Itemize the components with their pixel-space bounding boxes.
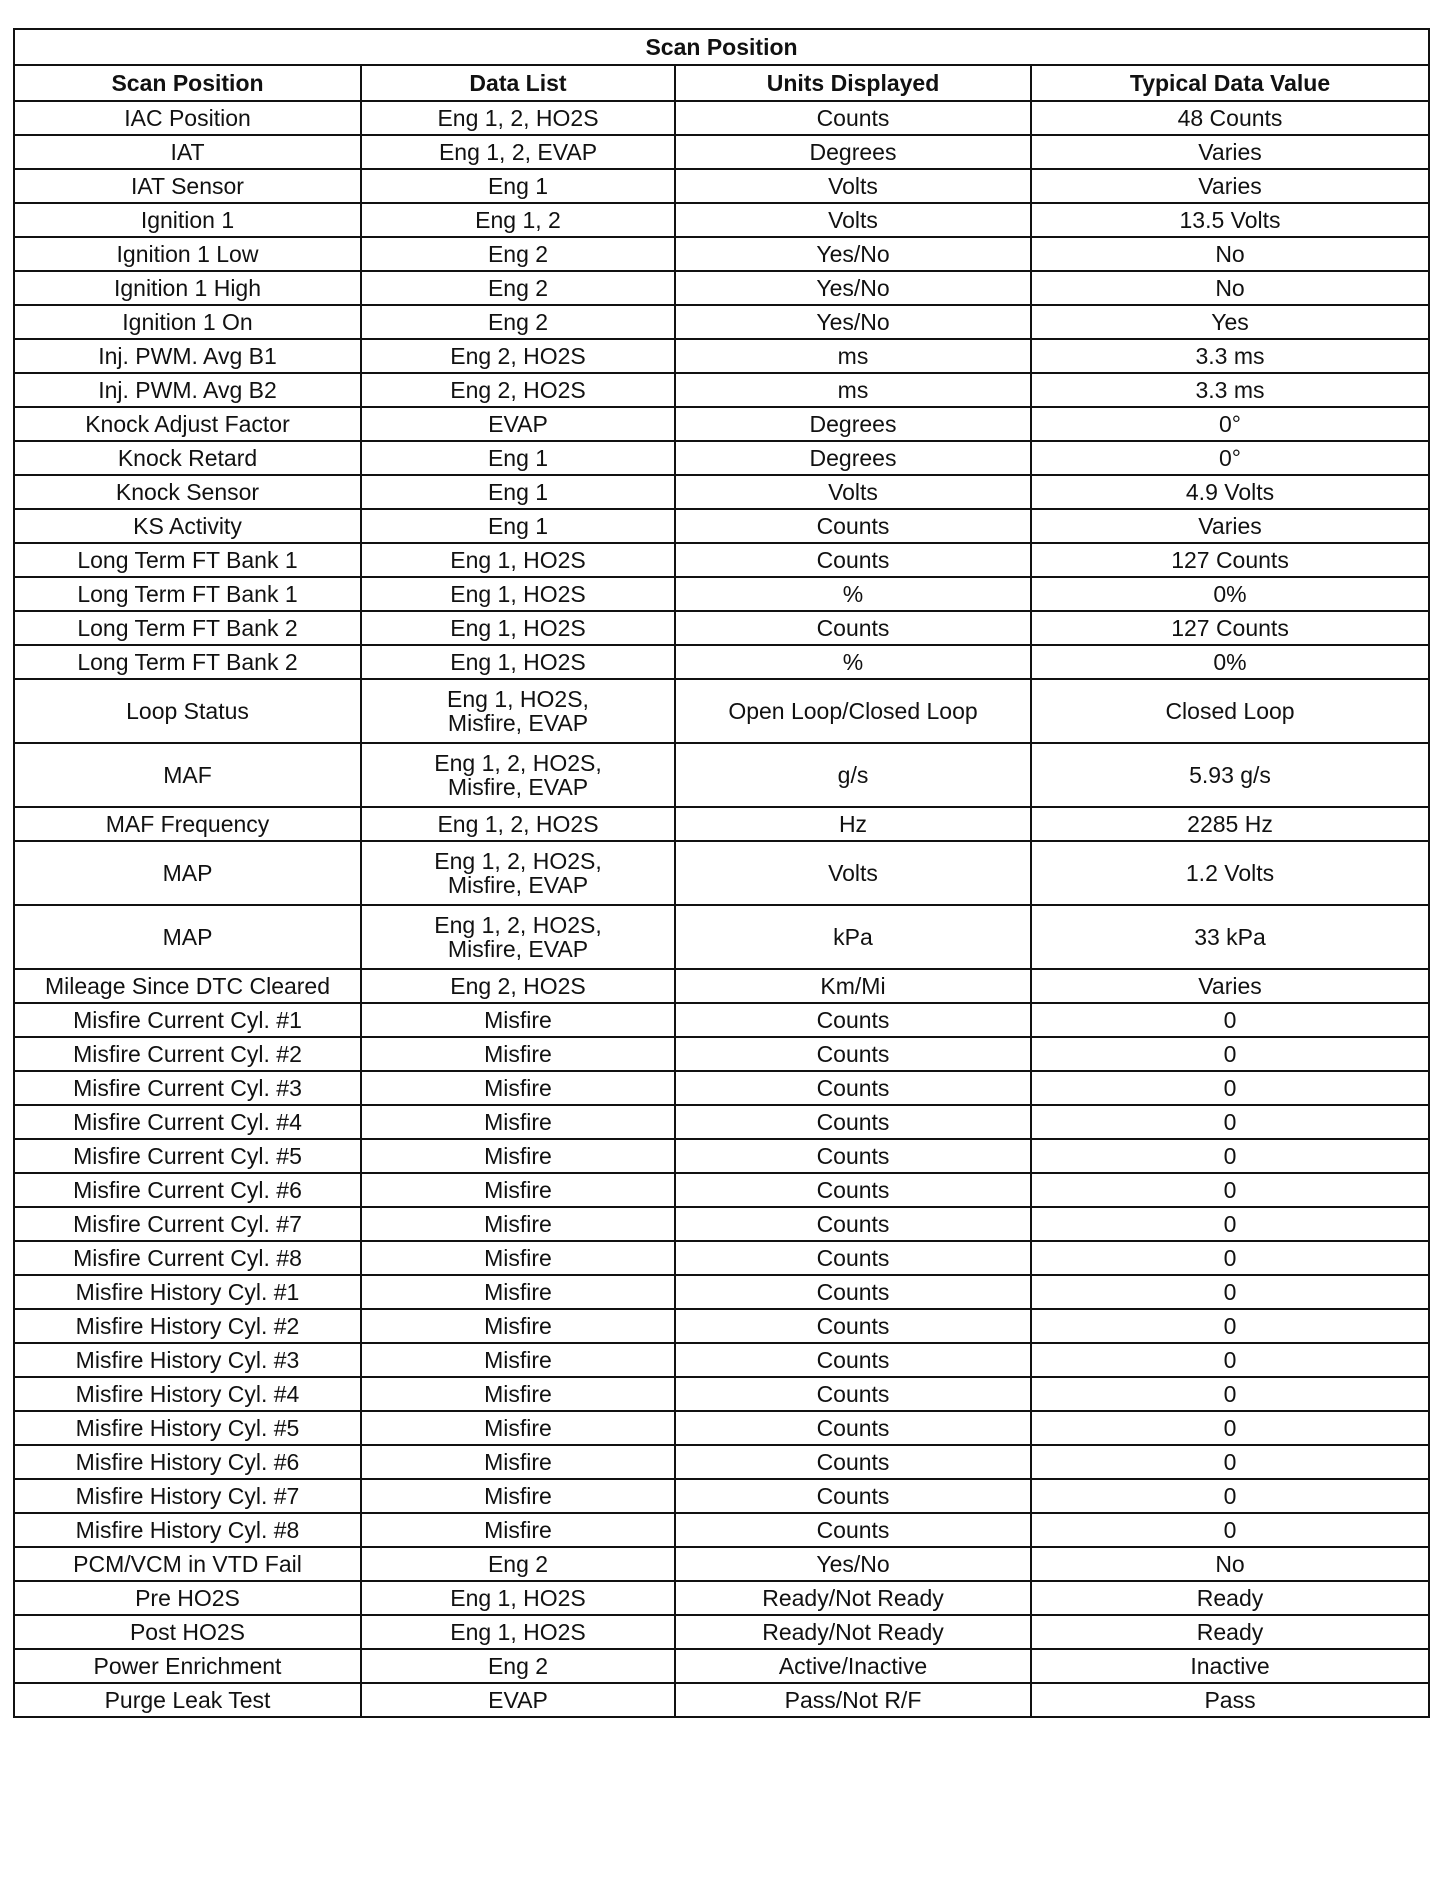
cell-typical-data-value: 0 (1031, 1411, 1429, 1445)
cell-scan-position: Purge Leak Test (14, 1683, 361, 1717)
cell-units-displayed: Counts (675, 101, 1031, 135)
cell-typical-data-value: Varies (1031, 135, 1429, 169)
cell-units-displayed: ms (675, 373, 1031, 407)
cell-units-displayed: ms (675, 339, 1031, 373)
cell-typical-data-value: No (1031, 271, 1429, 305)
cell-units-displayed: Ready/Not Ready (675, 1615, 1031, 1649)
cell-units-displayed: Counts (675, 543, 1031, 577)
cell-units-displayed: Volts (675, 475, 1031, 509)
cell-units-displayed: Counts (675, 1037, 1031, 1071)
table-row (14, 339, 1429, 373)
table-row (14, 611, 1429, 645)
cell-scan-position: IAT (14, 135, 361, 169)
cell-data-list: Eng 2 (361, 1649, 675, 1683)
cell-data-list: EVAP (361, 407, 675, 441)
cell-typical-data-value: Varies (1031, 509, 1429, 543)
cell-units-displayed: Counts (675, 1207, 1031, 1241)
cell-scan-position: Misfire Current Cyl. #3 (14, 1071, 361, 1105)
document-page (13, 28, 1430, 1718)
cell-scan-position: Misfire Current Cyl. #6 (14, 1173, 361, 1207)
cell-typical-data-value: 0° (1031, 441, 1429, 475)
cell-scan-position: Knock Adjust Factor (14, 407, 361, 441)
cell-scan-position: Misfire Current Cyl. #8 (14, 1241, 361, 1275)
cell-typical-data-value: 4.9 Volts (1031, 475, 1429, 509)
table-row (14, 1309, 1429, 1343)
cell-scan-position: Misfire History Cyl. #1 (14, 1275, 361, 1309)
scan-position-table (13, 28, 1430, 1718)
cell-units-displayed: Volts (675, 169, 1031, 203)
table-title: Scan Position (14, 29, 1429, 65)
table-row (14, 1343, 1429, 1377)
cell-typical-data-value: 0 (1031, 1207, 1429, 1241)
cell-units-displayed: Counts (675, 1445, 1031, 1479)
table-row (14, 645, 1429, 679)
cell-units-displayed: Yes/No (675, 305, 1031, 339)
cell-units-displayed: Hz (675, 807, 1031, 841)
cell-typical-data-value: 0 (1031, 1377, 1429, 1411)
cell-units-displayed: Yes/No (675, 237, 1031, 271)
cell-units-displayed: kPa (675, 905, 1031, 969)
cell-scan-position: Long Term FT Bank 1 (14, 577, 361, 611)
cell-units-displayed: Volts (675, 841, 1031, 905)
cell-units-displayed: Counts (675, 1309, 1031, 1343)
cell-data-list: Eng 1, 2, HO2S (361, 101, 675, 135)
cell-units-displayed: Counts (675, 1513, 1031, 1547)
cell-typical-data-value: Ready (1031, 1581, 1429, 1615)
cell-units-displayed: Counts (675, 1071, 1031, 1105)
cell-scan-position: Long Term FT Bank 1 (14, 543, 361, 577)
cell-typical-data-value: Yes (1031, 305, 1429, 339)
cell-data-list: Eng 1, 2, HO2S, Misfire, EVAP (361, 905, 675, 969)
table-row (14, 203, 1429, 237)
cell-data-list: Misfire (361, 1343, 675, 1377)
table-row (14, 1241, 1429, 1275)
cell-data-list: Misfire (361, 1275, 675, 1309)
cell-typical-data-value: Varies (1031, 169, 1429, 203)
table-row (14, 807, 1429, 841)
table-row (14, 577, 1429, 611)
cell-data-list: Eng 2 (361, 237, 675, 271)
cell-data-list: Misfire (361, 1037, 675, 1071)
table-row (14, 1411, 1429, 1445)
table-row (14, 1479, 1429, 1513)
cell-scan-position: Misfire Current Cyl. #4 (14, 1105, 361, 1139)
cell-typical-data-value: Closed Loop (1031, 679, 1429, 743)
cell-units-displayed: Counts (675, 1411, 1031, 1445)
cell-data-list: Eng 1, 2, HO2S, Misfire, EVAP (361, 743, 675, 807)
cell-typical-data-value: No (1031, 237, 1429, 271)
cell-data-list: Eng 1 (361, 169, 675, 203)
table-row (14, 135, 1429, 169)
column-header-units-displayed: Units Displayed (675, 65, 1031, 101)
cell-typical-data-value: 33 kPa (1031, 905, 1429, 969)
cell-typical-data-value: 48 Counts (1031, 101, 1429, 135)
cell-typical-data-value: Varies (1031, 969, 1429, 1003)
cell-scan-position: Ignition 1 (14, 203, 361, 237)
cell-scan-position: Inj. PWM. Avg B1 (14, 339, 361, 373)
cell-units-displayed: Counts (675, 611, 1031, 645)
cell-typical-data-value: 1.2 Volts (1031, 841, 1429, 905)
cell-typical-data-value: 0 (1031, 1309, 1429, 1343)
table-row (14, 679, 1429, 743)
cell-data-list: Eng 1, HO2S (361, 1615, 675, 1649)
cell-typical-data-value: 3.3 ms (1031, 339, 1429, 373)
cell-scan-position: Power Enrichment (14, 1649, 361, 1683)
cell-typical-data-value: Inactive (1031, 1649, 1429, 1683)
cell-scan-position: Ignition 1 On (14, 305, 361, 339)
table-row (14, 1377, 1429, 1411)
cell-data-list: Misfire (361, 1071, 675, 1105)
table-row (14, 1037, 1429, 1071)
table-row (14, 1139, 1429, 1173)
table-header-row (14, 65, 1429, 101)
cell-data-list: Eng 1, HO2S (361, 1581, 675, 1615)
cell-typical-data-value: 0% (1031, 645, 1429, 679)
table-row (14, 1207, 1429, 1241)
cell-data-list: Eng 1, HO2S, Misfire, EVAP (361, 679, 675, 743)
cell-data-list: Misfire (361, 1513, 675, 1547)
table-row (14, 475, 1429, 509)
table-row (14, 1513, 1429, 1547)
cell-data-list: Misfire (361, 1241, 675, 1275)
table-body (14, 101, 1429, 1717)
cell-units-displayed: Counts (675, 1003, 1031, 1037)
cell-scan-position: Knock Sensor (14, 475, 361, 509)
table-row (14, 305, 1429, 339)
cell-typical-data-value: 0 (1031, 1275, 1429, 1309)
table-row (14, 1105, 1429, 1139)
cell-data-list: Eng 1, HO2S (361, 543, 675, 577)
table-row (14, 1581, 1429, 1615)
cell-scan-position: Misfire Current Cyl. #7 (14, 1207, 361, 1241)
cell-data-list: Eng 1 (361, 475, 675, 509)
cell-data-list: Misfire (361, 1309, 675, 1343)
cell-data-list: Eng 1, HO2S (361, 611, 675, 645)
cell-typical-data-value: 2285 Hz (1031, 807, 1429, 841)
table-row (14, 373, 1429, 407)
cell-units-displayed: Degrees (675, 441, 1031, 475)
cell-data-list: Misfire (361, 1139, 675, 1173)
cell-units-displayed: Counts (675, 1105, 1031, 1139)
cell-data-list: EVAP (361, 1683, 675, 1717)
cell-typical-data-value: 0 (1031, 1139, 1429, 1173)
cell-scan-position: MAP (14, 905, 361, 969)
cell-data-list: Eng 2 (361, 1547, 675, 1581)
cell-data-list: Eng 2 (361, 271, 675, 305)
cell-data-list: Misfire (361, 1173, 675, 1207)
cell-units-displayed: Degrees (675, 135, 1031, 169)
table-row (14, 1275, 1429, 1309)
cell-typical-data-value: 127 Counts (1031, 543, 1429, 577)
cell-scan-position: Loop Status (14, 679, 361, 743)
cell-typical-data-value: 0 (1031, 1105, 1429, 1139)
cell-data-list: Eng 1 (361, 441, 675, 475)
table-row (14, 101, 1429, 135)
table-row (14, 441, 1429, 475)
cell-scan-position: Inj. PWM. Avg B2 (14, 373, 361, 407)
cell-scan-position: IAT Sensor (14, 169, 361, 203)
table-row (14, 1683, 1429, 1717)
cell-data-list: Misfire (361, 1105, 675, 1139)
cell-data-list: Eng 1, HO2S (361, 577, 675, 611)
cell-units-displayed: % (675, 645, 1031, 679)
cell-units-displayed: g/s (675, 743, 1031, 807)
cell-scan-position: MAP (14, 841, 361, 905)
cell-typical-data-value: 127 Counts (1031, 611, 1429, 645)
cell-typical-data-value: 0 (1031, 1003, 1429, 1037)
cell-scan-position: Ignition 1 Low (14, 237, 361, 271)
table-row (14, 237, 1429, 271)
cell-scan-position: Misfire History Cyl. #7 (14, 1479, 361, 1513)
cell-units-displayed: % (675, 577, 1031, 611)
cell-scan-position: Misfire History Cyl. #3 (14, 1343, 361, 1377)
cell-typical-data-value: 0 (1031, 1173, 1429, 1207)
cell-scan-position: MAF Frequency (14, 807, 361, 841)
cell-units-displayed: Open Loop/Closed Loop (675, 679, 1031, 743)
cell-typical-data-value: Ready (1031, 1615, 1429, 1649)
cell-data-list: Eng 1, 2 (361, 203, 675, 237)
cell-units-displayed: Km/Mi (675, 969, 1031, 1003)
cell-data-list: Eng 1 (361, 509, 675, 543)
cell-typical-data-value: 0 (1031, 1071, 1429, 1105)
cell-scan-position: Misfire History Cyl. #6 (14, 1445, 361, 1479)
table-row (14, 969, 1429, 1003)
cell-data-list: Misfire (361, 1377, 675, 1411)
table-title-row (14, 29, 1429, 65)
table-row (14, 407, 1429, 441)
table-row (14, 841, 1429, 905)
cell-data-list: Eng 2, HO2S (361, 969, 675, 1003)
table-row (14, 743, 1429, 807)
cell-units-displayed: Counts (675, 1343, 1031, 1377)
cell-units-displayed: Degrees (675, 407, 1031, 441)
cell-typical-data-value: 0% (1031, 577, 1429, 611)
cell-typical-data-value: 0 (1031, 1445, 1429, 1479)
table-row (14, 1003, 1429, 1037)
cell-data-list: Eng 2, HO2S (361, 373, 675, 407)
cell-scan-position: Knock Retard (14, 441, 361, 475)
table-row (14, 1445, 1429, 1479)
table-row (14, 169, 1429, 203)
cell-units-displayed: Yes/No (675, 1547, 1031, 1581)
cell-data-list: Misfire (361, 1003, 675, 1037)
cell-units-displayed: Counts (675, 1241, 1031, 1275)
cell-data-list: Misfire (361, 1479, 675, 1513)
cell-scan-position: Misfire History Cyl. #4 (14, 1377, 361, 1411)
cell-units-displayed: Counts (675, 1479, 1031, 1513)
cell-typical-data-value: 0 (1031, 1037, 1429, 1071)
cell-scan-position: MAF (14, 743, 361, 807)
cell-typical-data-value: 0° (1031, 407, 1429, 441)
table-row (14, 1071, 1429, 1105)
cell-units-displayed: Counts (675, 1377, 1031, 1411)
cell-scan-position: Misfire Current Cyl. #1 (14, 1003, 361, 1037)
cell-units-displayed: Counts (675, 509, 1031, 543)
cell-scan-position: PCM/VCM in VTD Fail (14, 1547, 361, 1581)
cell-scan-position: Misfire Current Cyl. #2 (14, 1037, 361, 1071)
cell-units-displayed: Yes/No (675, 271, 1031, 305)
cell-data-list: Eng 2, HO2S (361, 339, 675, 373)
cell-units-displayed: Ready/Not Ready (675, 1581, 1031, 1615)
column-header-scan-position: Scan Position (14, 65, 361, 101)
cell-data-list: Misfire (361, 1445, 675, 1479)
cell-typical-data-value: 0 (1031, 1343, 1429, 1377)
cell-scan-position: Long Term FT Bank 2 (14, 645, 361, 679)
cell-units-displayed: Counts (675, 1139, 1031, 1173)
cell-units-displayed: Pass/Not R/F (675, 1683, 1031, 1717)
cell-typical-data-value: 5.93 g/s (1031, 743, 1429, 807)
table-row (14, 1649, 1429, 1683)
cell-data-list: Eng 2 (361, 305, 675, 339)
cell-typical-data-value: 13.5 Volts (1031, 203, 1429, 237)
cell-units-displayed: Counts (675, 1275, 1031, 1309)
cell-scan-position: Long Term FT Bank 2 (14, 611, 361, 645)
cell-typical-data-value: 0 (1031, 1241, 1429, 1275)
cell-typical-data-value: 3.3 ms (1031, 373, 1429, 407)
table-row (14, 509, 1429, 543)
cell-scan-position: Misfire History Cyl. #2 (14, 1309, 361, 1343)
table-row (14, 543, 1429, 577)
cell-data-list: Eng 1, 2, HO2S (361, 807, 675, 841)
cell-scan-position: Ignition 1 High (14, 271, 361, 305)
cell-scan-position: Mileage Since DTC Cleared (14, 969, 361, 1003)
table-row (14, 1547, 1429, 1581)
cell-typical-data-value: 0 (1031, 1513, 1429, 1547)
cell-scan-position: IAC Position (14, 101, 361, 135)
cell-scan-position: KS Activity (14, 509, 361, 543)
cell-scan-position: Misfire History Cyl. #8 (14, 1513, 361, 1547)
cell-data-list: Misfire (361, 1207, 675, 1241)
cell-scan-position: Post HO2S (14, 1615, 361, 1649)
table-row (14, 271, 1429, 305)
cell-typical-data-value: Pass (1031, 1683, 1429, 1717)
cell-data-list: Eng 1, 2, HO2S, Misfire, EVAP (361, 841, 675, 905)
cell-typical-data-value: No (1031, 1547, 1429, 1581)
table-row (14, 905, 1429, 969)
cell-units-displayed: Volts (675, 203, 1031, 237)
cell-scan-position: Misfire History Cyl. #5 (14, 1411, 361, 1445)
table-row (14, 1615, 1429, 1649)
cell-data-list: Eng 1, 2, EVAP (361, 135, 675, 169)
cell-data-list: Eng 1, HO2S (361, 645, 675, 679)
column-header-data-list: Data List (361, 65, 675, 101)
cell-units-displayed: Active/Inactive (675, 1649, 1031, 1683)
cell-scan-position: Misfire Current Cyl. #5 (14, 1139, 361, 1173)
column-header-typical-data-value: Typical Data Value (1031, 65, 1429, 101)
cell-typical-data-value: 0 (1031, 1479, 1429, 1513)
cell-data-list: Misfire (361, 1411, 675, 1445)
cell-scan-position: Pre HO2S (14, 1581, 361, 1615)
table-row (14, 1173, 1429, 1207)
cell-units-displayed: Counts (675, 1173, 1031, 1207)
